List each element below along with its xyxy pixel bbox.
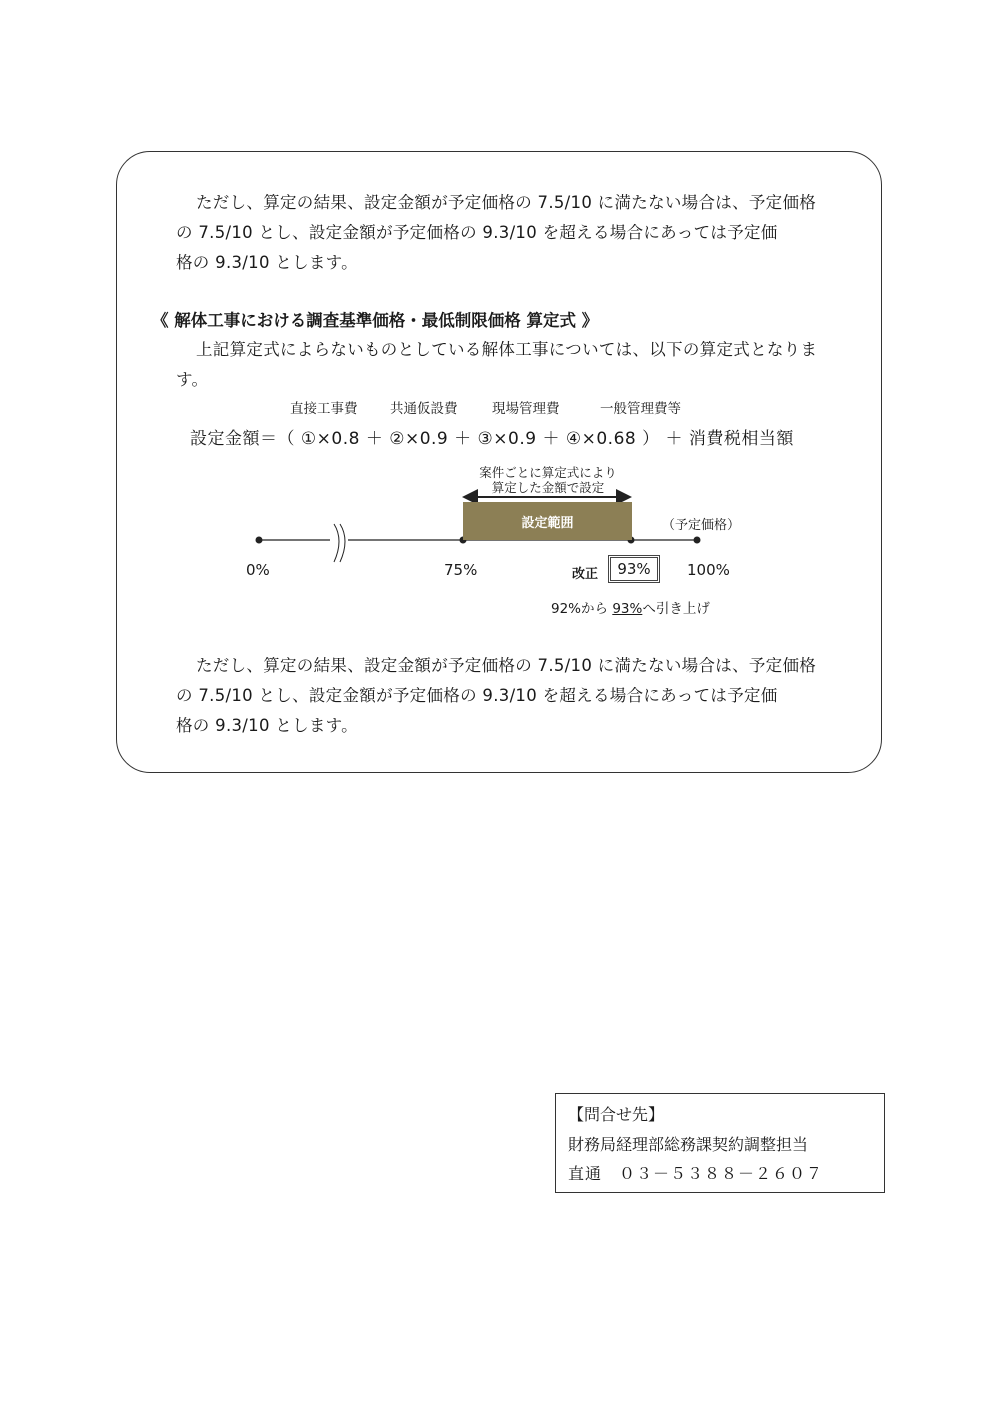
point-100	[694, 537, 701, 544]
formula: 設定金額＝（ ①×0.8 ＋ ②×0.9 ＋ ③×0.9 ＋ ④×0.68 ） ＋ 消費税相当額	[190, 429, 794, 449]
contact-title: 【問合せ先】	[568, 1105, 665, 1124]
range-note: 案件ごとに算定式により 算定した金額で設定	[479, 465, 617, 495]
kaisei-label: 改正	[572, 567, 599, 582]
contact-phone: 直通 ０３－５３８８－２６０７	[568, 1164, 824, 1183]
boxed-93: 93%	[608, 555, 660, 583]
paragraph-intro: 上記算定式によらないものとしている解体工事については、以下の算定式となりま す。	[176, 340, 818, 389]
label-common-temporary: 共通仮設費	[390, 401, 458, 417]
contact-department: 財務局経理部総務課契約調整担当	[568, 1135, 809, 1154]
label-general-management: 一般管理費等	[600, 401, 681, 417]
range-box: 設定範囲	[463, 502, 632, 540]
label-direct-cost: 直接工事費	[290, 401, 358, 417]
revision-note: 92%から 93%へ引き上げ	[551, 601, 710, 617]
point-0	[256, 537, 263, 544]
tick-75: 75%	[444, 561, 478, 579]
paragraph-bottom: ただし、算定の結果、設定金額が予定価格の 7.5/10 に満たない場合は、予定価格 の 7.5/10 とし、設定金額が予定価格の 9.3/10 を超える場合にあっては予定価 格の 9.3/10 とします。	[176, 656, 817, 735]
label-site-management: 現場管理費	[492, 401, 560, 417]
contact-box	[555, 1093, 885, 1193]
tick-100: 100%	[687, 561, 730, 579]
tick-0: 0%	[246, 561, 270, 579]
yotei-label: （予定価格）	[662, 518, 741, 533]
paragraph-top: ただし、算定の結果、設定金額が予定価格の 7.5/10 に満たない場合は、予定価格 の 7.5/10 とし、設定金額が予定価格の 9.3/10 を超える場合にあっては予定価 格の 9.3/10 とします。	[176, 193, 817, 272]
section-heading: 《 解体工事における調査基準価格・最低制限価格 算定式 》	[152, 311, 599, 330]
